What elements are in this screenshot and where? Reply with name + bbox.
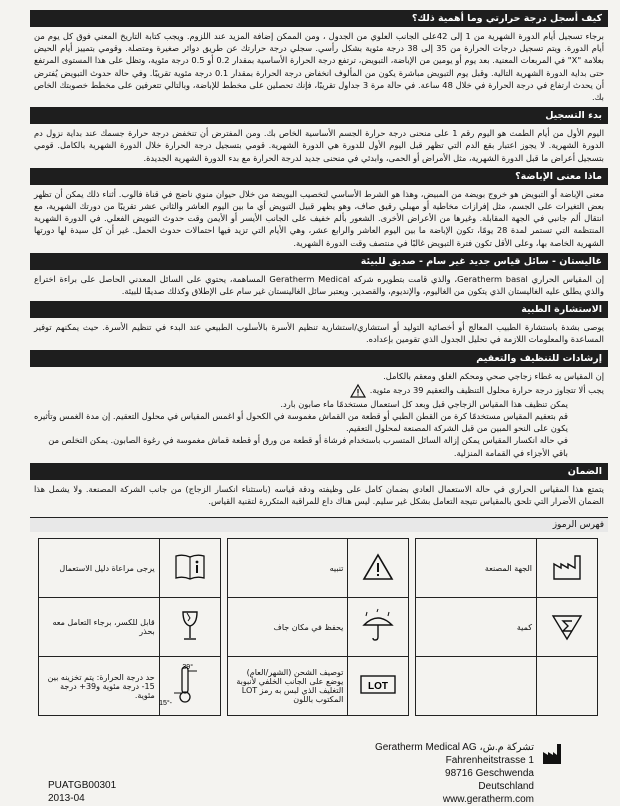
leaflet-page [30, 6, 608, 805]
section-body-ovulation: معنى الإباضة أو التبويض هو خروج بويضة من المبيض، وهذا هو الشرط الأساسي لتخصيب البويضة من خلال حيوان منوي ناضج في قناة فالوب. أثناء ذلك يمكن أن تظهر بعض التغيرات على الجسم، مثل إفرازات مخاطية أو مهبلي رقيق صاف، وهو يظهر قبيل التبويض أي ما بين اليوم العاشر والثاني عشر تقريبًا من دورتك الشهرية، مع انتقال ألم جانبي في الجهة المقابلة. وغيرها من الأعراض الأخرى. الشعور بألم خفيف على الجانب الأيسر أو الأيمن وقت حدوث التبويض الفعلي. في الدورة الشهرية المنتظمة التي تستمر لمدة 28 يومًا، تكون الإباضة ما بين اليوم العاشر والرابع عشر، وهي الأيام التي تزيد فيها احتمالات حدوث الحمل. غير أن كل سيدة لها دورتها الشهرية الخاصة بها، وعلى الأقل تكون فترة التبويض غالبًا في منتصف وقت الدورة الشهرية. [34, 188, 605, 248]
symbols-row [39, 539, 598, 598]
symbol-description: قابل للكسر، برجاء التعامل معه بحذر [39, 598, 160, 657]
cleaning-step: قم بتعقيم المقياس مستخدمًا كرة من القطن الطبي أو قطعة من القماش مغموسة في الكحول أو اغمس المقياس في محلول التعقيم. إن مدة الغمس وتأثيره يكون على النحو المبين من قبل الشركة المصنعة لمحلول التعقيم. [34, 411, 568, 434]
document-code-block [48, 779, 116, 805]
umbrella-icon [348, 598, 409, 657]
section-title-start: بدء التسجيل [30, 107, 608, 124]
section-title-cleaning: إرشادات للتنظيف والتعقيم [30, 350, 608, 367]
section-body-galinstan: إن المقياس الحراري Geratherm basal، والذي قامت بتطويره شركة Geratherm Medical المساهمة، يحتوي على السائل المعدني الحاصل على براءة اختراع والذي يطلق عليه الغاليستان الذي يتكون من الغاليوم، والإنديوم، والقصدير. ويعتبر سائل الغالينستان غير سام على الإطلاق وكذلك صديقًا للبيئة. [34, 273, 605, 297]
section-title-galinstan: غاليستان - سائل قياس جديد غير سام - صديق للبيئة [30, 253, 608, 270]
cleaning-intro: إن المقياس به غطاء زجاجي صحي ومحكم الغلق ومعقم بالكامل. [383, 370, 604, 381]
sigma-icon [537, 598, 598, 657]
manufacturer-city: 98716 Geschwenda [445, 768, 534, 779]
section-body-warranty: يتمتع هذا المقياس الحراري في حالة الاستعمال العادي بضمان كامل على وظيفته ودقة قياسه (باستثناء انكسار الزجاج) من جانب الشركة المصنعة. ولا يشمل هذا الضمان الأضرار التي تلحق بالمقياس نتيجة التعامل بشكل غير سليم. ليس هناك داع للمراقبة المتكررة لتقنية القياس. [34, 483, 604, 507]
symbols-row [39, 598, 598, 657]
manufacturer-website: www.geratherm.com [442, 794, 534, 805]
cleaning-steps [30, 398, 608, 459]
leaflet-footer [30, 739, 608, 805]
section-body-medical: يوصى بشدة باستشارة الطبيب المعالج أو أخصائية التوليد أو استشاري/استشارية تنظيم الأسرة بالأسلوب الطبيعي عند البدء في تنظيم الأسرة. حيث يمكنهم توفير المساعدة والمعلومات اللازمة في تحليل الجدول الذي تقومين بإعداده. [34, 322, 604, 345]
section-title-medical: الاستشارة الطبية [30, 301, 608, 318]
symbol-description: يحفظ في مكان جاف [227, 598, 348, 657]
temp-min-label: -15° [158, 700, 172, 708]
section-title-warranty: الضمان [30, 463, 608, 480]
cleaning-step: في حالة انكسار المقياس يمكن إزالة السائل المتسرب باستخدام فرشاة أو قطعة من ورق أو قطعة قماش مغموسة في رغوة الصابون. يمكن التخلص من باقي الأجزاء في القمامة المنزلية. [48, 435, 568, 458]
symbols-index-title: فهرس الرموز [30, 517, 608, 532]
warning-triangle-icon [348, 539, 409, 598]
temp-max-label: 39° [182, 664, 193, 672]
symbol-description: تنبيه [227, 539, 348, 598]
manufacturer-address [348, 741, 534, 806]
fragile-glass-icon [159, 598, 220, 657]
symbol-description [416, 657, 537, 716]
factory-icon [542, 743, 562, 765]
document-date: 2013-04 [48, 793, 85, 804]
symbol-description: حد درجة الحرارة: يتم تخزينه بين 15- درجة مئوية و39+ درجة مئوية. [39, 657, 160, 716]
symbol-description: كمية [416, 598, 537, 657]
document-code: PUATGB00301 [48, 780, 117, 791]
symbol-description: توصيف الشحن (الشهر/العام) يوضع على الجانب الخلفي لأنبوبة التغليف الذي لبس به رمز LOT المكتوب باللون [227, 657, 348, 716]
symbol-description: الجهة المصنعة [416, 539, 537, 598]
lot-badge: LOT [368, 681, 389, 693]
book-info-icon [159, 539, 220, 598]
lot-icon [348, 657, 409, 716]
factory-icon [537, 539, 598, 598]
warning-triangle-icon [350, 384, 366, 398]
section-title-ovulation: ماذا معنى الإباضة؟ [30, 168, 608, 185]
cleaning-step: يمكن تنظيف هذا المقياس الزجاجي قبل وبعد كل استعمال مستخدمًا ماء صابون بارد. [280, 398, 568, 409]
symbols-row [39, 657, 598, 716]
section-body-why-record: برجاء تسجيل أيام الدورة الشهرية من 1 إلى 42على الجانب العلوي من الجدول ، ومن الممكن إضافة المزيد عند اللزوم. ويجب كتابة التاريخ المعني فوق كل يوم من أيام الدورة. ويتم تسجيل درجات الحرارة من 35 إلى 38 درجة مئوية بشكل رأسي. سجلي درجة حرارتك عن طريق دوائر صغيرة ومتصلة. وقومي بتمييز أيام الحيض بعلامة "X" في المربعات المعنية. بعد يوم أو يومين من الإباضة، التبويض، ترتفع درجة الحرارة الأساسية بمقدار 0.2 أو 0.5 درجة مئوية، وتظل على هذا المستوى المرتفع حتى بداية الدورة الشهرية التالية. وقبل يوم التبويض مباشرة يكون من المألوف انخفاض درجة الحرارة بمقدار 0.1 درجة مئوية تقريبًا. وفي حالة حدوث التبويض يُفترض أن يحدث ارتفاع في درجة الحرارة في خلال 48 ساعة. في حالة مرة 3 جداول تقريبًا، فإنك تحصلين على مخطط للإباضة، وبالتالي تتعرفين على مخطط خصوبتك الخاص بك. [34, 31, 605, 103]
cleaning-note-text: يجب ألا تتجاوز درجة حرارة محلول التنظيف والتعقيم 39 درجة مئوية. [369, 384, 604, 395]
thermometer-range-icon [159, 657, 220, 716]
section-body-start: اليوم الأول من أيام الطمث هو اليوم رقم 1 على منحنى درجة حرارة الجسم الأساسية الخاص بك. ومن المفترض أن تنخفض درجة حرارة جسمك عند بداية نزول دم الدورة الشهرية. لا يجوز اعتبار بقع الدم التي تظهر قبل اليوم الأول للدورة هي الدورة الشهرية. قومي بتسجيل درجة الحرارة خلال الدورة الشهرية بالكامل. قومي بتسجيل أعراض ما قبل الدورة الشهرية، مثل الأمراض أو الحمى، وابدئي في منحنى جديد لدرجة الحرارة مع بدء الدورة الشهرية الجديدة. [34, 128, 605, 163]
section-title-why-record: كيف أسجل درجة حرارتي وما أهمية ذلك؟ [30, 10, 608, 27]
symbol-description: يرجى مراعاة دليل الاستعمال [39, 539, 160, 598]
empty-symbol-cell [537, 657, 598, 716]
manufacturer-country: Deutschland [478, 781, 534, 792]
manufacturer-name: Geratherm Medical AG ،تشركة م.ش [374, 742, 534, 753]
manufacturer-street: Fahrenheitstrasse 1 [445, 755, 534, 766]
cleaning-warning-note [30, 382, 608, 398]
symbols-table [38, 538, 598, 716]
